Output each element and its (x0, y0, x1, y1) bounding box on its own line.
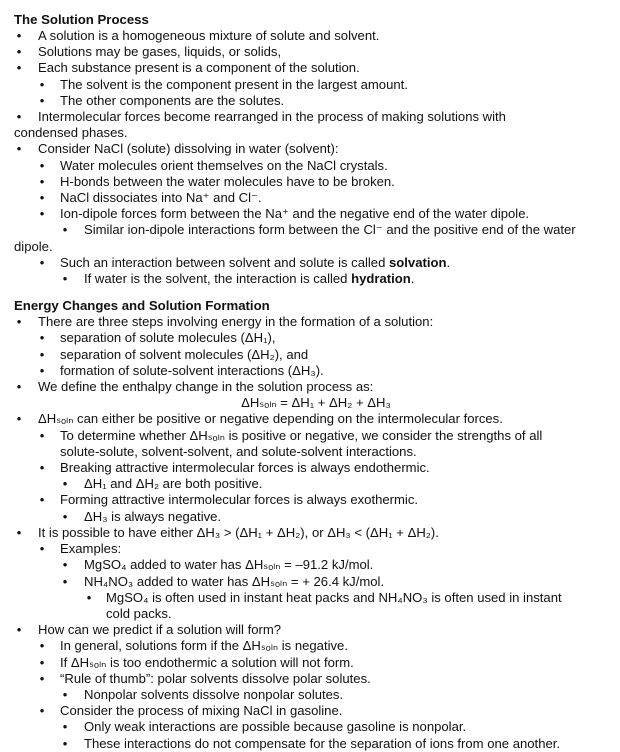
bullet-item: • MgSO₄ added to water has ΔHₛₒₗₙ = –91.2 kJ/mol. (62, 557, 374, 573)
bullet-item: • ΔH₃ is always negative. (62, 508, 222, 524)
bullet-item: • separation of solvent molecules (ΔH₂), and (39, 346, 309, 362)
section-heading: Energy Changes and Solution Formation (14, 298, 270, 314)
bullet-item: • “Rule of thumb”: polar solvents dissolve polar solutes. (39, 670, 371, 686)
bullet-item: • The other components are the solutes. (39, 92, 285, 108)
bullet-item: • ΔH₁ and ΔH₂ are both positive. (62, 476, 263, 492)
bullet-continuation: solute-solute, solvent-solvent, and solute-solvent interactions. (60, 443, 417, 459)
bullet-item: • formation of solute-solvent interactions (ΔH₃). (39, 362, 324, 378)
bullet-item: • Only weak interactions are possible because gasoline is nonpolar. (62, 719, 467, 735)
bullet-item: • Examples: (39, 541, 122, 557)
bullet-item: • If ΔHₛₒₗₙ is too endothermic a solution will not form. (39, 654, 354, 670)
bullet-item: • NaCl dissociates into Na⁺ and Cl⁻. (39, 190, 262, 206)
bullet-item: • If water is the solvent, the interaction is called hydration. (62, 271, 415, 287)
bullet-item: • Forming attractive intermolecular forces is always exothermic. (39, 492, 419, 508)
equation: ΔHₛₒₗₙ = ΔH₁ + ΔH₂ + ΔH₃ (241, 395, 391, 411)
bullet-item: • We define the enthalpy change in the solution process as: (16, 379, 374, 395)
bullet-item: • Each substance present is a component of the solution. (16, 60, 360, 76)
bullet-item: • ΔHₛₒₗₙ can either be positive or negative depending on the intermolecular forces. (16, 411, 503, 427)
bullet-item: • Consider NaCl (solute) dissolving in water (solvent): (16, 141, 339, 157)
bullet-item: • Similar ion-dipole interactions form between the Cl⁻ and the positive end of the water (62, 222, 576, 238)
bullet-item: • Solutions may be gases, liquids, or solids, (16, 44, 282, 60)
bullet-item: • There are three steps involving energy in the formation of a solution: (16, 314, 434, 330)
bullet-item: • To determine whether ΔHₛₒₗₙ is positive or negative, we consider the strengths of all (39, 427, 543, 443)
bullet-continuation: dipole. (14, 238, 53, 254)
bullet-continuation: cold packs. (106, 605, 172, 621)
bullet-item: • Nonpolar solvents dissolve nonpolar solutes. (62, 686, 344, 702)
bullet-item: • Water molecules orient themselves on the NaCl crystals. (39, 157, 388, 173)
bullet-item: • NH₄NO₃ added to water has ΔHₛₒₗₙ = + 26.4 kJ/mol. (62, 573, 385, 589)
bullet-item: • In general, solutions form if the ΔHₛₒₗₙ is negative. (39, 638, 348, 654)
bullet-item: • Consider the process of mixing NaCl in gasoline. (39, 703, 343, 719)
bullet-item: • separation of solute molecules (ΔH₁), (39, 330, 276, 346)
bullet-item: • The solvent is the component present in the largest amount. (39, 76, 408, 92)
bullet-continuation: condensed phases. (14, 125, 128, 141)
bullet-item: • Breaking attractive intermolecular forces is always endothermic. (39, 460, 430, 476)
bullet-item: • MgSO₄ is often used in instant heat packs and NH₄NO₃ is often used in instant (86, 589, 562, 605)
bullet-item: • How can we predict if a solution will form? (16, 622, 282, 638)
bullet-item: • Intermolecular forces become rearranged in the process of making solutions with (16, 109, 506, 125)
bullet-item: • Ion-dipole forces form between the Na⁺ and the negative end of the water dipole. (39, 206, 530, 222)
bullet-item: • Such an interaction between solvent and solute is called solvation. (39, 254, 451, 270)
bullet-item: • These interactions do not compensate for the separation of ions from one another. (62, 735, 561, 751)
section-heading: The Solution Process (14, 12, 149, 27)
bullet-item: • H-bonds between the water molecules have to be broken. (39, 173, 395, 189)
bullet-item: • A solution is a homogeneous mixture of solute and solvent. (16, 28, 380, 43)
bullet-item: • It is possible to have either ΔH₃ > (ΔH₁ + ΔH₂), or ΔH₃ < (ΔH₁ + ΔH₂). (16, 524, 439, 540)
